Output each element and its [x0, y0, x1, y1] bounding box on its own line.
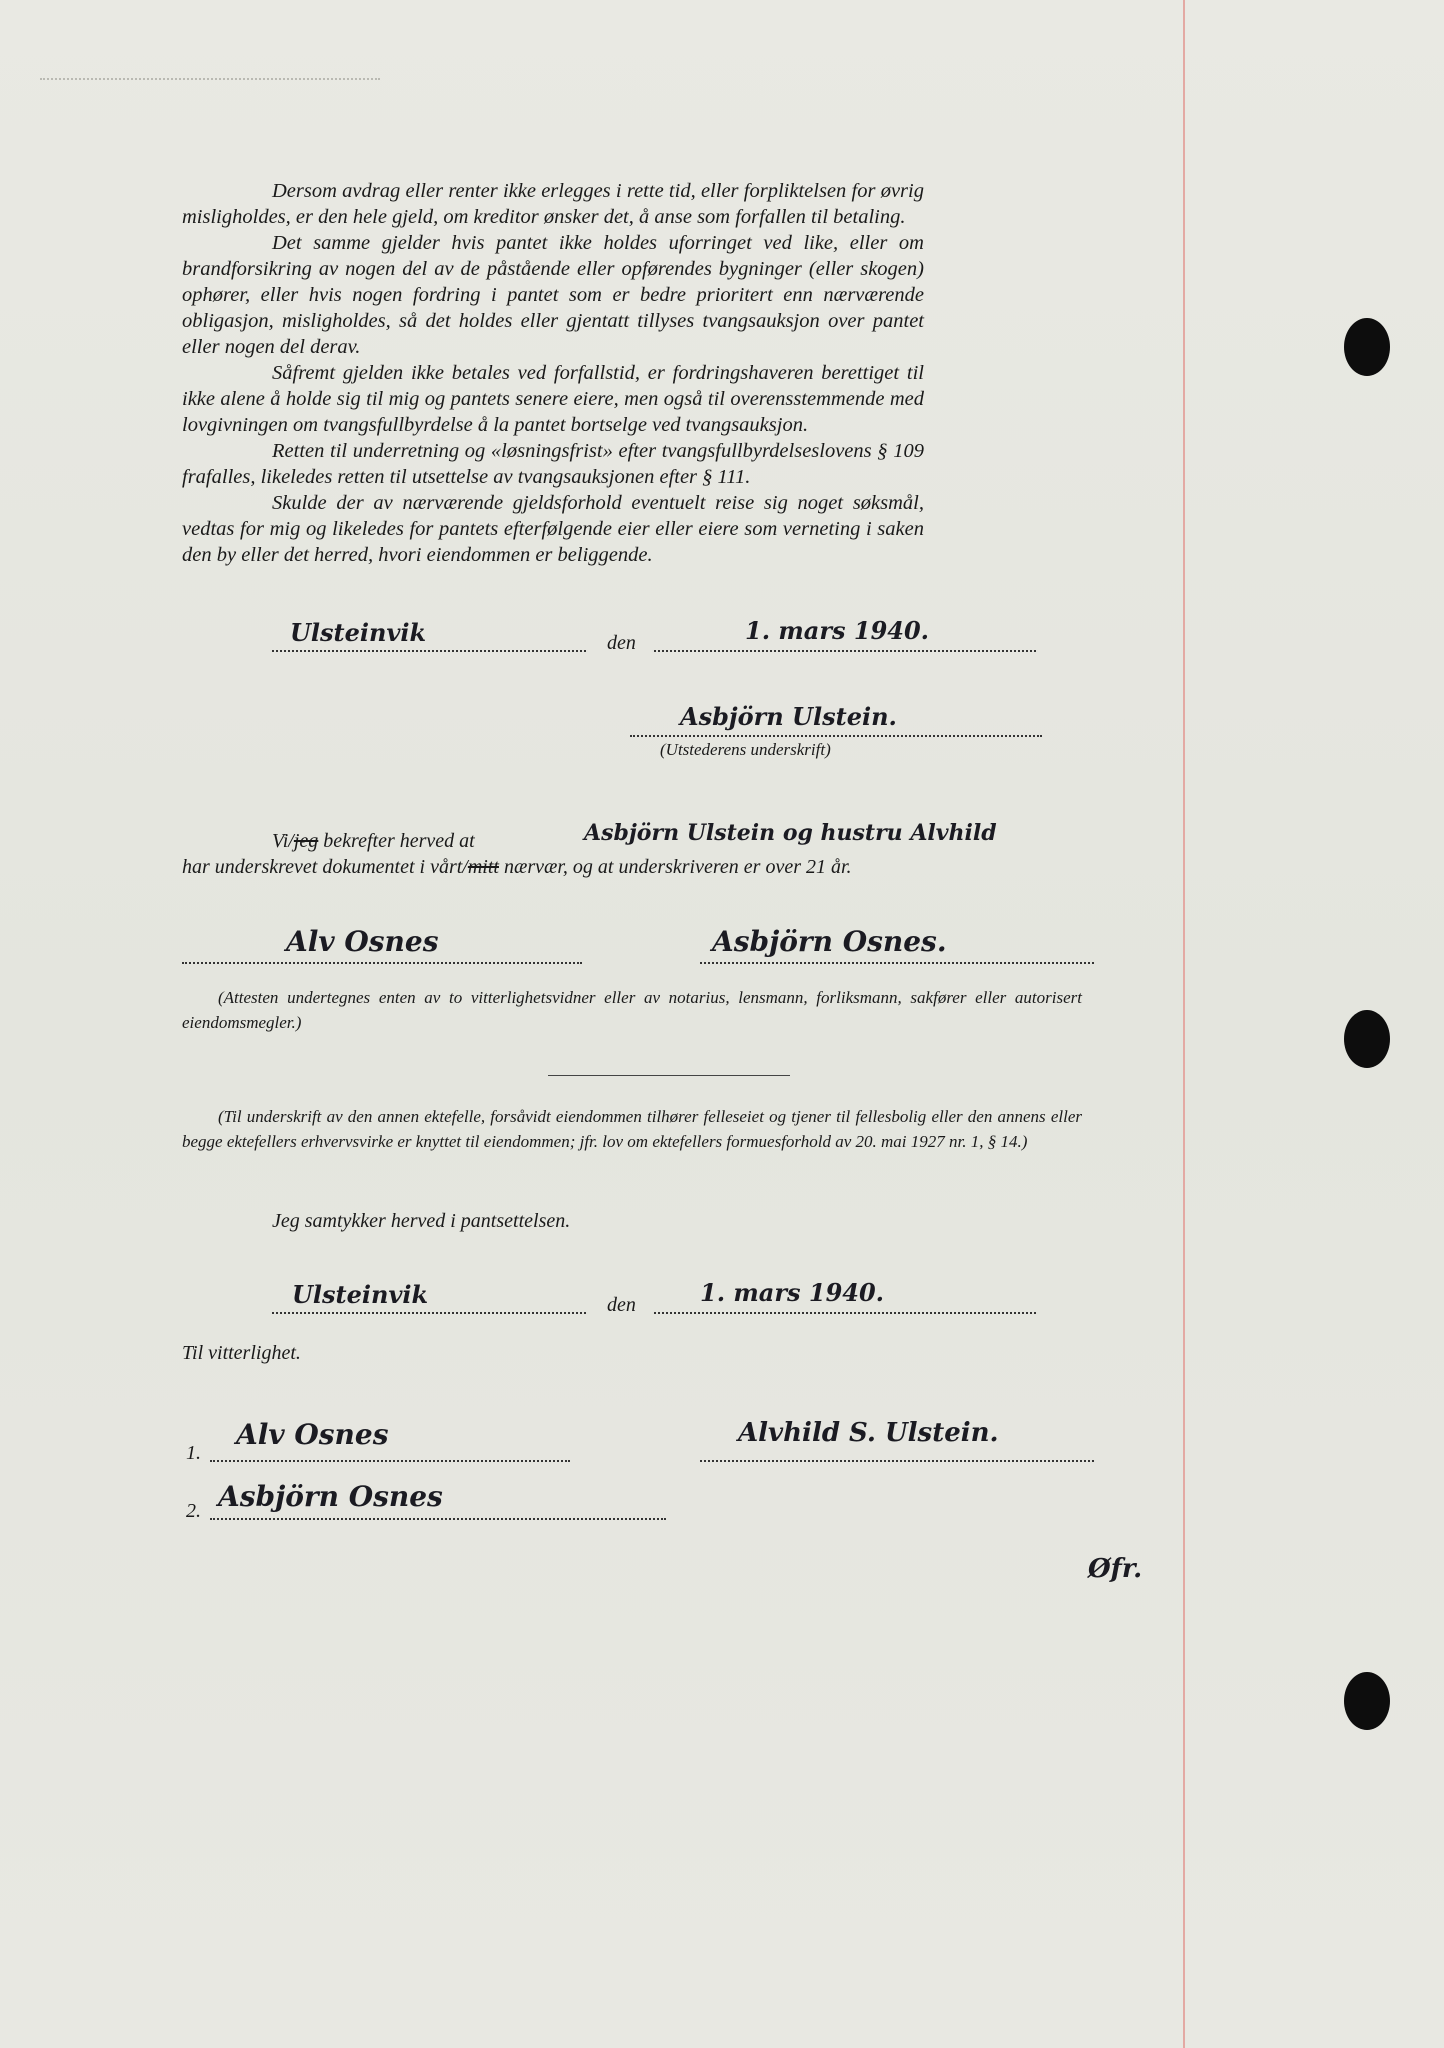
dotted-line	[210, 1518, 666, 1520]
witness-signature: Alv Osnes	[236, 1418, 389, 1451]
den-label: den	[607, 632, 636, 654]
confirmation-line-1: Vi/jeg bekrefter herved at	[272, 830, 475, 852]
witness-number: 2.	[186, 1500, 201, 1522]
paragraph: Såfremt gjelden ikke betales ved forfallstid, er fordringshaveren berettiget til ikke alene å holde sig til mig og pantets senere eiere, men også til overensstemmende med lovgivningen om tvangsfullbyrdelse å la pantet bortselge ved tvangsauksjon.	[182, 362, 924, 436]
confirmation-line-2: har underskrevet dokumentet i vårt/mitt nærvær, og at underskriveren er over 21 år.	[182, 856, 852, 878]
handwritten-date: 1. mars 1940.	[745, 616, 930, 645]
dotted-line	[654, 650, 1036, 652]
dotted-line	[272, 1312, 586, 1314]
red-margin-line	[1183, 0, 1185, 2048]
dotted-line	[700, 962, 1094, 964]
consent-text: Jeg samtykker herved i pantsettelsen.	[272, 1210, 571, 1232]
terms-text	[182, 178, 924, 568]
issuer-caption: (Utstederens underskrift)	[660, 740, 831, 759]
dotted-line	[654, 1312, 1036, 1314]
witness-signature: Asbjörn Osnes	[218, 1480, 443, 1513]
attest-note: (Attesten undertegnes enten av to vitterlighetsvidner eller av notarius, lensmann, forliksmann, sakfører eller autorisert eiendomsmegler.)	[182, 988, 1082, 1032]
issuer-signature: Asbjörn Ulstein.	[680, 702, 897, 731]
dotted-line	[700, 1460, 1094, 1462]
spouse-note: (Til underskrift av den annen ektefelle, forsåvidt eiendommen tilhører felleseiet og tjener til fellesbolig eller den annens eller begge ektefellers erhvervsvirke er knyttet til eiendommen; jfr. lov om ektefellers formuesforhold av 20. mai 1927 nr. 1, § 14.)	[182, 1107, 1082, 1151]
handwritten-date: 1. mars 1940.	[700, 1278, 885, 1307]
initials: Øfr.	[1088, 1554, 1143, 1584]
divider	[548, 1075, 790, 1076]
paragraph: Skulde der av nærværende gjeldsforhold eventuelt reise sig noget søksmål, vedtas for mig og likeledes for pantets efterfølgende eier eller eiere som verneting i saken den by eller det herred, hvori eiendommen er beliggende.	[182, 492, 924, 566]
witness-number: 1.	[186, 1442, 201, 1464]
witness-heading: Til vitterlighet.	[182, 1342, 301, 1364]
punch-hole	[1344, 1010, 1390, 1068]
paragraph: Det samme gjelder hvis pantet ikke holdes uforringet ved like, eller om brandforsikring av nogen del av de påstående eller opførendes bygninger (eller skogen) ophører, eller hvis nogen fordring i pantet som er bedre prioritert enn nærværende obligasjon, misligholdes, så det holdes eller gjentatt tillyses tvangsauksjon over pantet eller nogen del derav.	[182, 232, 924, 358]
witness-signature: Alv Osnes	[286, 925, 439, 958]
den-label: den	[607, 1294, 636, 1316]
witness-signature: Asbjörn Osnes.	[712, 925, 947, 958]
paragraph: Retten til underretning og «løsningsfrist» efter tvangsfullbyrdelseslovens § 109 frafalles, likeledes retten til utsettelse av tvangsauksjonen efter § 111.	[182, 440, 924, 488]
handwritten-place: Ulsteinvik	[290, 618, 427, 647]
punch-hole	[1344, 318, 1390, 376]
punch-hole	[1344, 1672, 1390, 1730]
dotted-line	[210, 1460, 570, 1462]
handwritten-place: Ulsteinvik	[292, 1280, 429, 1309]
dotted-line	[182, 962, 582, 964]
bleed-through-mark	[40, 78, 380, 86]
dotted-line	[272, 650, 586, 652]
dotted-line	[630, 735, 1042, 737]
handwritten-names: Asbjörn Ulstein og hustru Alvhild	[584, 820, 997, 846]
witness-signature: Alvhild S. Ulstein.	[738, 1418, 999, 1448]
paragraph: Dersom avdrag eller renter ikke erlegges i rette tid, eller forpliktelsen for øvrig misligholdes, er den hele gjeld, om kreditor ønsker det, å anse som forfallen til betaling.	[182, 180, 924, 228]
